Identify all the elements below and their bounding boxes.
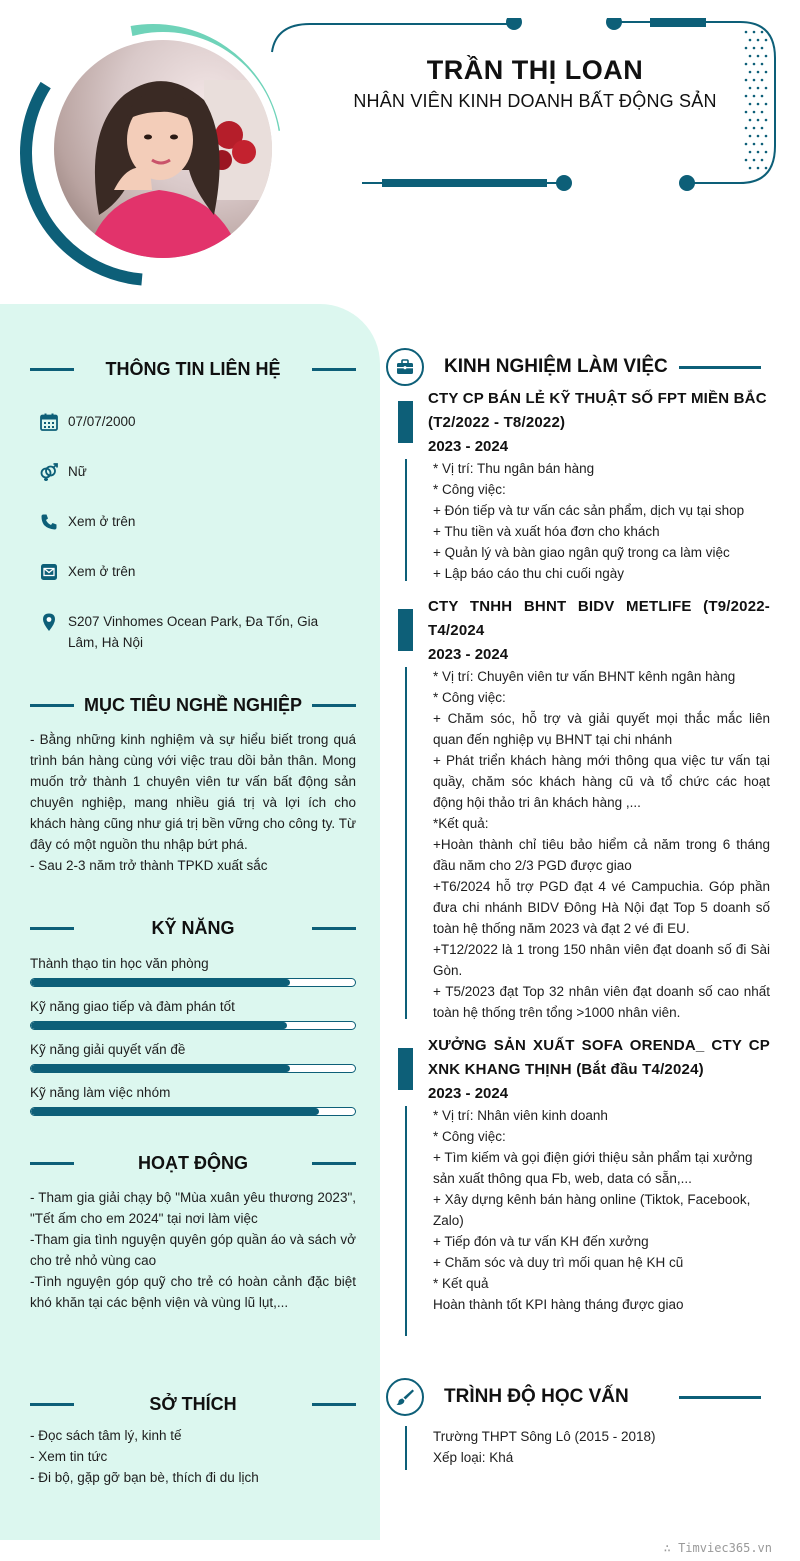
brush-icon-badge <box>386 1378 424 1416</box>
job-detail-line: +T6/2024 hỗ trợ PGD đạt 4 vé Campuchia. Góp phần đưa chi nhánh BIDV Đông Hà Nội đạt Top 5 doanh số toàn hệ thống năm 2023 và đạt 2 vé đi EU. <box>433 879 770 936</box>
heading-rule-right <box>312 1162 356 1165</box>
job-detail-line: + Phát triển khách hàng mới thông qua việc tư vấn tại quầy, chăm sóc khách hàng cũ và tổ chức các hoạt động hội thảo tri ân khách hàng ,... <box>433 753 770 810</box>
heading-rule-left <box>30 1162 74 1165</box>
job-details <box>433 666 770 1023</box>
hobbies-section-heading <box>30 1392 356 1416</box>
job-period: 2023 - 2024 <box>428 646 509 663</box>
experience-section-title: KINH NGHIỆM LÀM VIỆC <box>444 356 668 377</box>
education-timeline-line <box>405 1426 407 1470</box>
profile-photo <box>54 40 272 258</box>
job-company: CTY TNHH BHNT BIDV METLIFE (T9/2022-T4/2024 <box>428 598 770 639</box>
briefcase-icon <box>395 357 415 377</box>
job-detail-line: + Chăm sóc và duy trì mối quan hệ KH cũ <box>433 1255 684 1270</box>
skill-bar-fill <box>31 1022 287 1029</box>
profile-photo-frame <box>46 32 280 266</box>
skill-item <box>30 1083 356 1116</box>
skills-section-title: KỸ NĂNG <box>151 917 235 938</box>
heading-rule-right <box>312 704 356 707</box>
job-detail-line: + Tiếp đón và tư vấn KH đến xưởng <box>433 1234 649 1249</box>
skill-label: Kỹ năng giao tiếp và đàm phán tốt <box>30 999 235 1014</box>
job-detail-line: + Thu tiền và xuất hóa đơn cho khách <box>433 524 660 539</box>
portrait-illustration <box>54 40 272 258</box>
job-company: XƯỞNG SẢN XUẤT SOFA ORENDA_ CTY CP XNK KHANG THỊNH (Bắt đầu T4/2024) <box>428 1037 770 1078</box>
education-entry <box>398 1426 770 1468</box>
skill-bar-fill <box>31 979 290 986</box>
activity-line: -Tình nguyện góp quỹ cho trẻ có hoàn cảnh đặc biệt khó khăn tại các bệnh viện và vùng lũ lụt,... <box>30 1274 356 1310</box>
briefcase-icon-badge <box>386 348 424 386</box>
heading-rule-right <box>679 1396 761 1399</box>
job-marker <box>398 401 413 443</box>
experience-section-heading <box>386 348 761 386</box>
candidate-name: TRẦN THỊ LOAN <box>426 55 644 85</box>
job-entry <box>398 1034 770 1315</box>
hobbies-section-title: SỞ THÍCH <box>149 1393 237 1414</box>
job-timeline-line <box>405 1106 407 1336</box>
job-details <box>433 1105 770 1315</box>
skill-item <box>30 954 356 987</box>
job-detail-line: + T5/2023 đạt Top 32 nhân viên đạt doanh số cao nhất toàn hệ thống trên tổng >1000 nhân viên. <box>433 984 770 1020</box>
objective-line: - Sau 2-3 năm trở thành TPKD xuất sắc <box>30 858 268 873</box>
job-detail-line: * Vị trí: Thu ngân bán hàng <box>433 461 595 476</box>
heading-rule-right <box>312 927 356 930</box>
job-detail-line: * Vị trí: Nhân viên kinh doanh <box>433 1108 608 1123</box>
skill-item <box>30 997 356 1030</box>
contact-birthdate <box>38 411 338 433</box>
education-line: Trường THPT Sông Lô (2015 - 2018) <box>433 1429 656 1444</box>
job-details <box>433 458 770 584</box>
education-line: Xếp loại: Khá <box>433 1450 514 1465</box>
skill-label: Kỹ năng làm việc nhóm <box>30 1085 171 1100</box>
objective-text <box>30 729 356 876</box>
watermark: ∴ Timviec365.vn <box>663 1541 772 1555</box>
activities-section-title: HOẠT ĐỘNG <box>138 1152 248 1173</box>
hobbies-text <box>30 1425 356 1488</box>
activities-text <box>30 1187 356 1313</box>
phone-value: Xem ở trên <box>68 514 136 529</box>
skill-bar <box>30 978 356 987</box>
job-timeline-line <box>405 459 407 581</box>
objective-section-heading <box>30 693 356 717</box>
heading-rule-left <box>30 704 74 707</box>
job-entry <box>398 387 770 584</box>
job-detail-line: * Vị trí: Chuyên viên tư vấn BHNT kênh ngân hàng <box>433 669 736 684</box>
education-details <box>433 1426 770 1468</box>
heading-rule-right <box>312 1403 356 1406</box>
job-detail-line: * Kết quả <box>433 1276 489 1291</box>
job-detail-line: * Công việc: <box>433 482 506 497</box>
contact-phone <box>38 511 338 533</box>
job-company: CTY CP BÁN LẺ KỸ THUẬT SỐ FPT MIỀN BẮC (T2/2022 - T8/2022) <box>428 390 767 431</box>
heading-rule-left <box>30 927 74 930</box>
skill-item <box>30 1040 356 1073</box>
location-icon <box>38 611 60 633</box>
objective-line: - Bằng những kinh nghiệm và sự hiểu biết trong quá trình bán hàng cùng với việc trau dồi bản thân. Mong muốn trở thành 1 chuyên viên tư vấn bất động sản chuyên nghiệp, mang nhiều giá trị và lợi ích cho khách hàng cũng như giá trị bền vững cho công ty. Từ đây có một nguồn thu nhập bứt phá. <box>30 732 356 852</box>
heading-rule-right <box>312 368 356 371</box>
candidate-job-title: NHÂN VIÊN KINH DOANH BẤT ĐỘNG SẢN <box>353 91 717 111</box>
job-detail-line: + Lập báo cáo thu chi cuối ngày <box>433 566 625 581</box>
job-detail-line: + Quản lý và bàn giao ngân quỹ trong ca làm việc <box>433 545 730 560</box>
job-entry <box>398 595 770 1023</box>
phone-icon <box>38 511 60 533</box>
hobby-line: - Đọc sách tâm lý, kinh tế <box>30 1428 182 1443</box>
contact-email <box>38 561 338 583</box>
brush-icon <box>395 1387 415 1407</box>
calendar-icon <box>38 411 60 433</box>
hobby-line: - Đi bộ, gặp gỡ bạn bè, thích đi du lịch <box>30 1470 259 1485</box>
job-detail-line: Hoàn thành tốt KPI hàng tháng được giao <box>433 1297 684 1312</box>
skill-bar <box>30 1064 356 1073</box>
gender-value: Nữ <box>68 464 87 479</box>
job-detail-line: + Tìm kiếm và gọi điện giới thiệu sản phẩm tại xưởng sản xuất thông qua Fb, web, data có sẵn,... <box>433 1150 753 1186</box>
skill-bar <box>30 1021 356 1030</box>
skill-bar-fill <box>31 1108 319 1115</box>
job-detail-line: + Đón tiếp và tư vấn các sản phẩm, dịch vụ tại shop <box>433 503 745 518</box>
job-marker <box>398 1048 413 1090</box>
skill-label: Thành thạo tin học văn phòng <box>30 956 209 971</box>
activities-section-heading <box>30 1151 356 1175</box>
hobby-line: - Xem tin tức <box>30 1449 108 1464</box>
heading-rule-left <box>30 368 74 371</box>
job-period: 2023 - 2024 <box>428 438 509 455</box>
job-detail-line: * Công việc: <box>433 1129 506 1144</box>
objective-section-title: MỤC TIÊU NGHỀ NGHIỆP <box>83 694 302 715</box>
education-section-title: TRÌNH ĐỘ HỌC VẤN <box>444 1386 629 1407</box>
gender-icon <box>38 461 60 483</box>
job-detail-line: + Xây dựng kênh bán hàng online (Tiktok, Facebook, Zalo) <box>433 1192 751 1228</box>
contact-address <box>38 611 338 653</box>
job-timeline-line <box>405 667 407 1019</box>
job-marker <box>398 609 413 651</box>
job-detail-line: *Kết quả: <box>433 816 489 831</box>
heading-rule-left <box>30 1403 74 1406</box>
skill-label: Kỹ năng giải quyết vấn đề <box>30 1042 186 1057</box>
job-detail-line: + Chăm sóc, hỗ trợ và giải quyết mọi thắc mắc liên quan đến nghiệp vụ BHNT tại chi nhánh <box>433 711 770 747</box>
job-detail-line: * Công việc: <box>433 690 506 705</box>
contact-section-title: THÔNG TIN LIÊN HỆ <box>105 358 281 379</box>
skill-bar <box>30 1107 356 1116</box>
skills-section-heading <box>30 916 356 940</box>
contact-section-heading <box>30 357 356 381</box>
skill-bar-fill <box>31 1065 290 1072</box>
job-detail-line: +T12/2022 là 1 trong 150 nhân viên đạt doanh số đi Sài Gòn. <box>433 942 770 978</box>
email-icon <box>38 561 60 583</box>
job-detail-line: +Hoàn thành chỉ tiêu bảo hiểm cả năm trong 6 tháng đầu năm cho 2/3 PGD được giao <box>433 837 770 873</box>
activity-line: - Tham gia giải chạy bộ "Mùa xuân yêu thương 2023", "Tết ấm cho em 2024" tại nơi làm việc <box>30 1190 356 1226</box>
birthdate-value: 07/07/2000 <box>68 414 136 429</box>
email-value: Xem ở trên <box>68 564 136 579</box>
contact-gender <box>38 461 338 483</box>
education-section-heading <box>386 1378 761 1416</box>
heading-rule-right <box>679 366 761 369</box>
activity-line: -Tham gia tình nguyện quyên góp quần áo và sách vở cho trẻ nhỏ vùng cao <box>30 1232 356 1268</box>
address-value: S207 Vinhomes Ocean Park, Đa Tốn, Gia Lâm, Hà Nội <box>68 614 319 650</box>
job-period: 2023 - 2024 <box>428 1085 509 1102</box>
